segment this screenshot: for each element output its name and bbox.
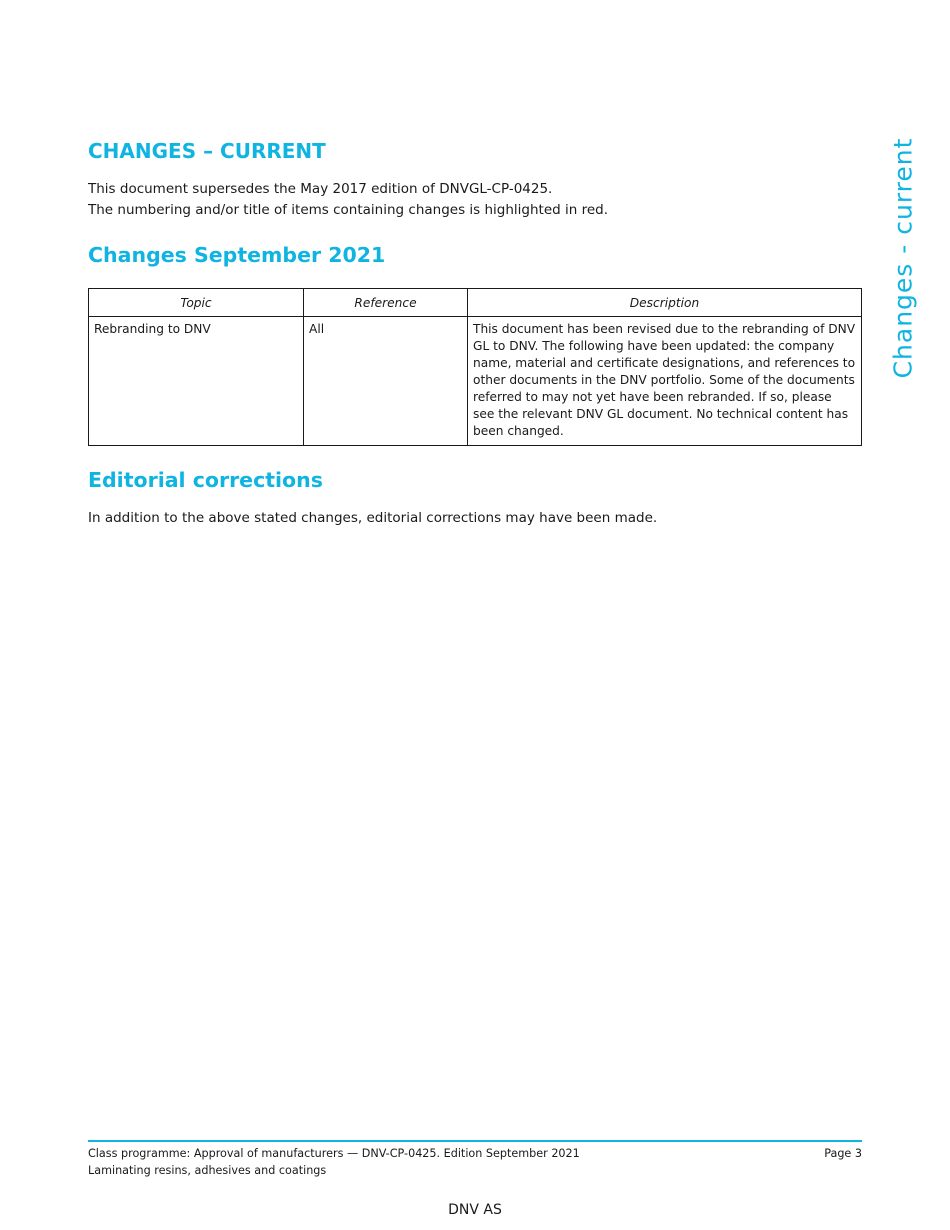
intro-line-numbering: The numbering and/or title of items containing changes is highlighted in red. [88, 202, 609, 218]
page-number: Page 3 [824, 1147, 862, 1160]
footer-document-title: Class programme: Approval of manufacturers — DNV-CP-0425. Edition September 2021 [88, 1147, 580, 1160]
page-heading: CHANGES – CURRENT [88, 139, 326, 163]
column-header-topic: Topic [89, 289, 304, 317]
intro-line-supersedes: This document supersedes the May 2017 edition of DNVGL-CP-0425. [88, 181, 553, 197]
changes-table [88, 288, 862, 446]
table-row [89, 317, 862, 446]
intro-text [88, 179, 608, 221]
company-name: DNV AS [448, 1202, 502, 1218]
section-title-editorial-corrections: Editorial corrections [88, 468, 323, 492]
table-header-row [89, 289, 862, 317]
column-header-description: Description [468, 289, 862, 317]
cell-reference: All [304, 317, 468, 446]
cell-topic: Rebranding to DNV [89, 317, 304, 446]
cell-description: This document has been revised due to the rebranding of DNV GL to DNV. The following have been updated: the company name, material and certificate designations, and references to other documents in the DNV portfolio. Some of the documents referred to may not yet have been rebranded. If so, please see the relevant DNV GL document. No technical content has been changed. [468, 317, 862, 446]
footer-divider [88, 1140, 862, 1142]
editorial-corrections-text: In addition to the above stated changes, editorial corrections may have been made. [88, 510, 658, 526]
footer-document-subtitle: Laminating resins, adhesives and coatings [88, 1164, 327, 1177]
column-header-reference: Reference [304, 289, 468, 317]
side-section-label: Changes - current [888, 137, 918, 379]
section-title-changes-september-2021: Changes September 2021 [88, 243, 386, 267]
